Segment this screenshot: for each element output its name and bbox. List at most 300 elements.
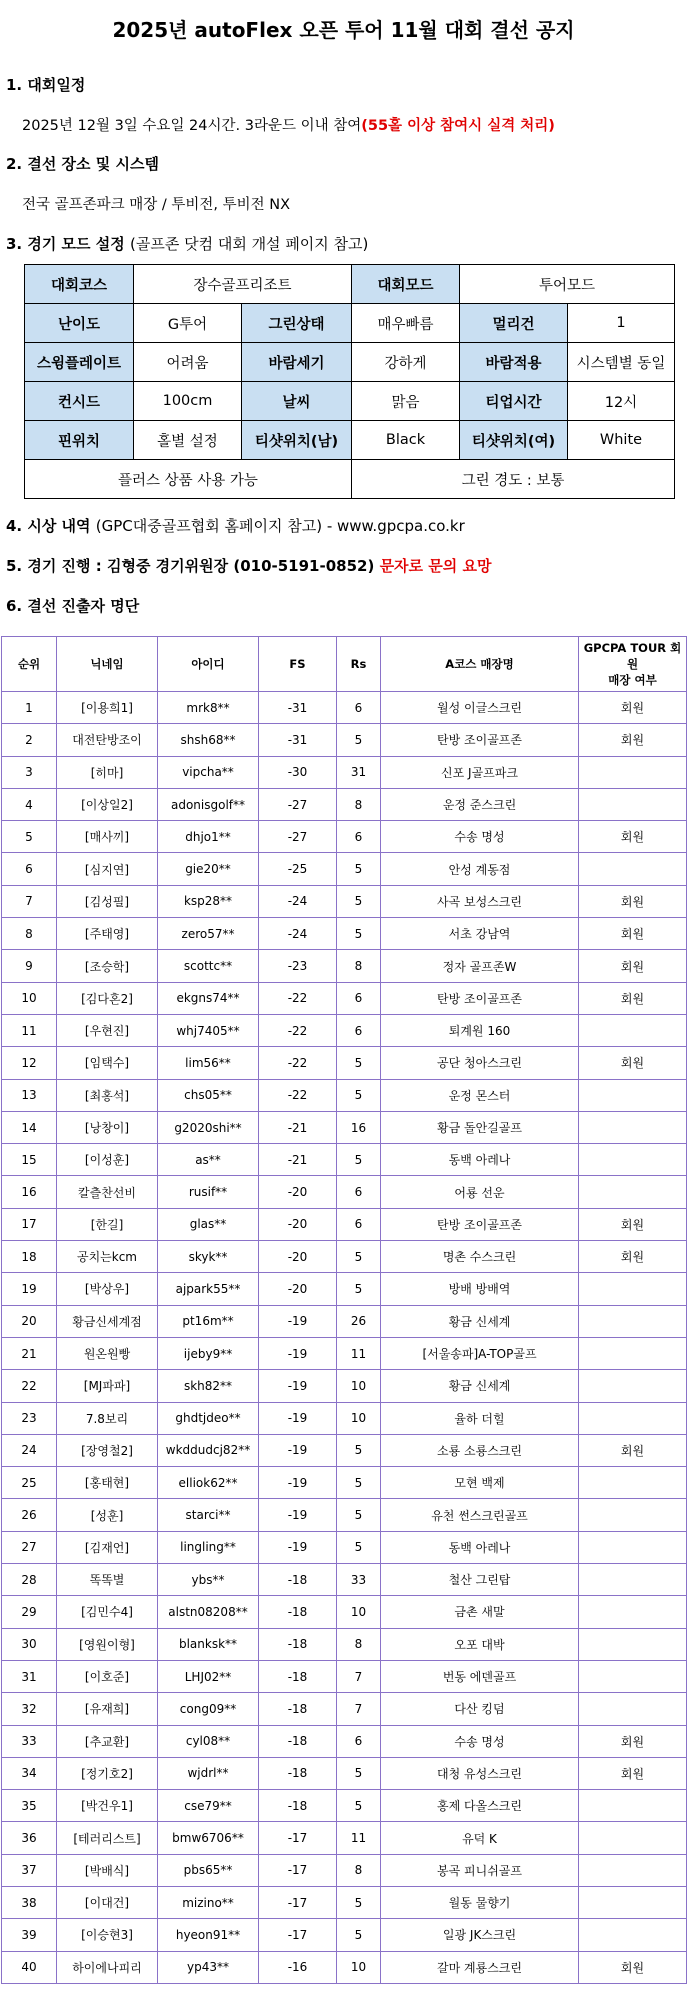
rank-cell: 11 — [2, 1014, 57, 1046]
id-cell: skh82** — [158, 1370, 259, 1402]
id-cell: cong09** — [158, 1693, 259, 1725]
member-cell — [579, 1499, 687, 1531]
fs-cell: -24 — [259, 885, 337, 917]
nickname-cell: [김민수4] — [57, 1596, 158, 1628]
member-cell: 회원 — [579, 885, 687, 917]
mulligan-value: 1 — [568, 304, 675, 343]
rs-cell: 5 — [337, 1434, 381, 1466]
weather-label: 날씨 — [242, 382, 352, 421]
disqualification-warning: (55홀 이상 참여시 실격 처리) — [361, 118, 555, 134]
store-cell: 공단 청아스크린 — [381, 1047, 579, 1079]
pin-value: 홀별 설정 — [134, 421, 242, 460]
rank-cell: 31 — [2, 1660, 57, 1692]
table-row — [2, 1014, 687, 1046]
rank-cell: 34 — [2, 1757, 57, 1789]
table-row — [2, 724, 687, 756]
fs-cell: -17 — [259, 1822, 337, 1854]
member-cell — [579, 1370, 687, 1402]
nickname-cell: [이대건] — [57, 1886, 158, 1918]
concede-value: 100cm — [134, 382, 242, 421]
fs-cell: -18 — [259, 1564, 337, 1596]
rank-cell: 16 — [2, 1176, 57, 1208]
table-row — [2, 1564, 687, 1596]
id-cell: ksp28** — [158, 885, 259, 917]
member-cell — [579, 1176, 687, 1208]
rs-cell: 8 — [337, 1854, 381, 1886]
id-cell: chs05** — [158, 1079, 259, 1111]
mode-label: 대회모드 — [352, 265, 460, 304]
nickname-cell: [유재희] — [57, 1693, 158, 1725]
rs-cell: 7 — [337, 1693, 381, 1725]
id-cell: scottc** — [158, 950, 259, 982]
store-cell: 운정 준스크린 — [381, 788, 579, 820]
nickname-cell: [최홍석] — [57, 1079, 158, 1111]
member-cell: 회원 — [579, 982, 687, 1014]
rs-cell: 5 — [337, 1790, 381, 1822]
rank-cell: 15 — [2, 1144, 57, 1176]
rank-cell: 22 — [2, 1370, 57, 1402]
member-cell — [579, 1790, 687, 1822]
id-cell: ghdtjdeo** — [158, 1402, 259, 1434]
nickname-cell: 공치는kcm — [57, 1241, 158, 1273]
settings-row — [25, 382, 675, 421]
store-cell: 서초 강남역 — [381, 918, 579, 950]
difficulty-value: G투어 — [134, 304, 242, 343]
nickname-cell: 똑똑별 — [57, 1564, 158, 1596]
store-cell: 일광 JK스크린 — [381, 1919, 579, 1951]
store-cell: 번동 에덴골프 — [381, 1660, 579, 1692]
nickname-cell: [한길] — [57, 1208, 158, 1240]
table-row — [2, 1725, 687, 1757]
member-cell: 회원 — [579, 1725, 687, 1757]
fs-cell: -21 — [259, 1111, 337, 1143]
rs-cell: 6 — [337, 1725, 381, 1757]
settings-row — [25, 343, 675, 382]
store-cell: 금촌 새말 — [381, 1596, 579, 1628]
nickname-cell: [이용희1] — [57, 692, 158, 724]
rs-cell: 5 — [337, 1757, 381, 1789]
section-finalists-heading: 6. 결선 진출자 명단 — [6, 597, 140, 615]
settings-row — [25, 304, 675, 343]
tee-male-value: Black — [352, 421, 460, 460]
store-cell: 운정 몬스터 — [381, 1079, 579, 1111]
id-cell: g2020shi** — [158, 1111, 259, 1143]
id-cell: mrk8** — [158, 692, 259, 724]
table-row — [2, 1144, 687, 1176]
nickname-cell: [히마] — [57, 756, 158, 788]
store-cell: 수송 명성 — [381, 1725, 579, 1757]
section-awards-heading: 4. 시상 내역 (GPC대중골프협회 홈페이지 참고) - www.gpcpa.co.kr — [6, 517, 465, 535]
table-row — [2, 1693, 687, 1725]
game-settings-table — [24, 264, 675, 499]
nickname-cell: [이승현3] — [57, 1919, 158, 1951]
teeoff-label: 티업시간 — [460, 382, 568, 421]
nickname-cell: [우현진] — [57, 1014, 158, 1046]
id-cell: zero57** — [158, 918, 259, 950]
store-cell: 수송 명성 — [381, 821, 579, 853]
member-cell — [579, 1919, 687, 1951]
nickname-cell: [박배식] — [57, 1854, 158, 1886]
table-row — [2, 1660, 687, 1692]
table-row — [2, 1337, 687, 1369]
fs-cell: -20 — [259, 1176, 337, 1208]
table-row — [2, 1596, 687, 1628]
nickname-cell: [김재언] — [57, 1531, 158, 1563]
id-cell: skyk** — [158, 1241, 259, 1273]
member-cell: 회원 — [579, 1241, 687, 1273]
finalists-table — [1, 636, 687, 1984]
table-row — [2, 1499, 687, 1531]
wind-value: 강하게 — [352, 343, 460, 382]
rank-cell: 29 — [2, 1596, 57, 1628]
fs-cell: -21 — [259, 1144, 337, 1176]
table-row — [2, 950, 687, 982]
rs-cell: 16 — [337, 1111, 381, 1143]
settings-row — [25, 421, 675, 460]
store-cell: 방배 방배역 — [381, 1273, 579, 1305]
rs-cell: 8 — [337, 1628, 381, 1660]
fs-cell: -24 — [259, 918, 337, 950]
rs-cell: 8 — [337, 788, 381, 820]
table-row — [2, 1790, 687, 1822]
rank-cell: 27 — [2, 1531, 57, 1563]
weather-value: 맑음 — [352, 382, 460, 421]
store-cell: 갈마 계룡스크린 — [381, 1951, 579, 1983]
tee-female-value: White — [568, 421, 675, 460]
table-row — [2, 1273, 687, 1305]
rs-cell: 5 — [337, 1273, 381, 1305]
table-row — [2, 692, 687, 724]
rank-cell: 25 — [2, 1467, 57, 1499]
nickname-cell: [추교환] — [57, 1725, 158, 1757]
id-cell: alstn08208** — [158, 1596, 259, 1628]
nickname-cell: 7.8보리 — [57, 1402, 158, 1434]
schedule-text — [22, 114, 555, 135]
fs-cell: -22 — [259, 982, 337, 1014]
mode-note: (골프존 닷컴 대회 개설 페이지 참고) — [129, 235, 369, 253]
rs-cell: 6 — [337, 1176, 381, 1208]
rank-cell: 21 — [2, 1337, 57, 1369]
store-cell: 월성 이글스크린 — [381, 692, 579, 724]
store-cell: 소룡 소룡스크린 — [381, 1434, 579, 1466]
rank-cell: 19 — [2, 1273, 57, 1305]
rs-cell: 6 — [337, 692, 381, 724]
table-row — [2, 1467, 687, 1499]
rank-cell: 7 — [2, 885, 57, 917]
fs-cell: -17 — [259, 1919, 337, 1951]
nickname-cell: [박상우] — [57, 1273, 158, 1305]
fs-cell: -31 — [259, 724, 337, 756]
pin-label: 핀위치 — [25, 421, 134, 460]
rs-cell: 5 — [337, 853, 381, 885]
rank-cell: 30 — [2, 1628, 57, 1660]
header-member: GPCPA TOUR 회원 매장 여부 — [579, 637, 687, 692]
id-cell: lim56** — [158, 1047, 259, 1079]
store-cell: 봉곡 피니쉬골프 — [381, 1854, 579, 1886]
store-cell: [서울송파]A-TOP골프 — [381, 1337, 579, 1369]
rs-cell: 6 — [337, 1208, 381, 1240]
settings-row — [25, 460, 675, 499]
member-cell — [579, 1273, 687, 1305]
store-cell: 탄방 조이골프존 — [381, 982, 579, 1014]
store-cell: 황금 신세계 — [381, 1305, 579, 1337]
rank-cell: 18 — [2, 1241, 57, 1273]
nickname-cell: [주태영] — [57, 918, 158, 950]
table-row — [2, 821, 687, 853]
header-id: 아이디 — [158, 637, 259, 692]
green-hardness-cell: 그린 경도 : 보통 — [352, 460, 675, 499]
fs-cell: -27 — [259, 821, 337, 853]
member-cell: 회원 — [579, 821, 687, 853]
rank-cell: 5 — [2, 821, 57, 853]
id-cell: ybs** — [158, 1564, 259, 1596]
store-cell: 사곡 보성스크린 — [381, 885, 579, 917]
id-cell: as** — [158, 1144, 259, 1176]
member-cell — [579, 1596, 687, 1628]
finalists-header-row — [2, 637, 687, 692]
fs-cell: -18 — [259, 1596, 337, 1628]
member-cell: 회원 — [579, 1047, 687, 1079]
store-cell: 탄방 조이골프존 — [381, 724, 579, 756]
id-cell: pt16m** — [158, 1305, 259, 1337]
member-cell: 회원 — [579, 1757, 687, 1789]
table-row — [2, 1208, 687, 1240]
nickname-cell: 하이에나피리 — [57, 1951, 158, 1983]
store-cell: 동백 아레나 — [381, 1144, 579, 1176]
rs-cell: 5 — [337, 1047, 381, 1079]
nickname-cell: [심지연] — [57, 853, 158, 885]
member-cell — [579, 1854, 687, 1886]
wind-label: 바람세기 — [242, 343, 352, 382]
table-row — [2, 1886, 687, 1918]
member-cell — [579, 1111, 687, 1143]
fs-cell: -19 — [259, 1402, 337, 1434]
fs-cell: -23 — [259, 950, 337, 982]
id-cell: glas** — [158, 1208, 259, 1240]
rank-cell: 13 — [2, 1079, 57, 1111]
member-cell: 회원 — [579, 692, 687, 724]
rs-cell: 10 — [337, 1596, 381, 1628]
fs-cell: -19 — [259, 1305, 337, 1337]
rank-cell: 33 — [2, 1725, 57, 1757]
id-cell: shsh68** — [158, 724, 259, 756]
rank-cell: 36 — [2, 1822, 57, 1854]
member-cell — [579, 1628, 687, 1660]
rs-cell: 11 — [337, 1822, 381, 1854]
table-row — [2, 1757, 687, 1789]
nickname-cell: 대전탄방조이 — [57, 724, 158, 756]
id-cell: lingling** — [158, 1531, 259, 1563]
fs-cell: -18 — [259, 1628, 337, 1660]
nickname-cell: [장영철2] — [57, 1434, 158, 1466]
table-row — [2, 918, 687, 950]
fs-cell: -19 — [259, 1499, 337, 1531]
id-cell: dhjo1** — [158, 821, 259, 853]
table-row — [2, 1628, 687, 1660]
store-cell: 율하 더힐 — [381, 1402, 579, 1434]
id-cell: cyl08** — [158, 1725, 259, 1757]
table-row — [2, 1370, 687, 1402]
store-cell: 안성 계동점 — [381, 853, 579, 885]
swingplate-value: 어려움 — [134, 343, 242, 382]
table-row — [2, 1241, 687, 1273]
id-cell: ajpark55** — [158, 1273, 259, 1305]
store-cell: 유천 썬스크린골프 — [381, 1499, 579, 1531]
member-cell: 회원 — [579, 918, 687, 950]
member-cell — [579, 1660, 687, 1692]
officials-note: 문자로 문의 요망 — [379, 557, 492, 575]
table-row — [2, 1305, 687, 1337]
fs-cell: -20 — [259, 1273, 337, 1305]
tee-male-label: 티샷위치(남) — [242, 421, 352, 460]
id-cell: gie20** — [158, 853, 259, 885]
member-cell — [579, 1014, 687, 1046]
table-row — [2, 1822, 687, 1854]
store-cell: 모현 백제 — [381, 1467, 579, 1499]
id-cell: hyeon91** — [158, 1919, 259, 1951]
rs-cell: 5 — [337, 724, 381, 756]
store-cell: 어룡 선운 — [381, 1176, 579, 1208]
id-cell: whj7405** — [158, 1014, 259, 1046]
finalists-body — [2, 692, 687, 1984]
id-cell: starci** — [158, 1499, 259, 1531]
table-row — [2, 1854, 687, 1886]
nickname-cell: [임택수] — [57, 1047, 158, 1079]
member-cell — [579, 1079, 687, 1111]
green-value: 매우빠름 — [352, 304, 460, 343]
store-cell: 신포 J골프파크 — [381, 756, 579, 788]
fs-cell: -17 — [259, 1886, 337, 1918]
id-cell: elliok62** — [158, 1467, 259, 1499]
member-cell — [579, 1822, 687, 1854]
rs-cell: 10 — [337, 1402, 381, 1434]
member-cell — [579, 1564, 687, 1596]
schedule-date: 2025년 12월 3일 수요일 24시간. 3라운드 이내 참여 — [22, 118, 362, 134]
section-officials-heading: 5. 경기 진행 : 김형중 경기위원장 (010-5191-0852) 문자로 문의 요망 — [6, 557, 492, 575]
page-title: 2025년 autoFlex 오픈 투어 11월 대회 결선 공지 — [112, 18, 575, 42]
nickname-cell: [정기호2] — [57, 1757, 158, 1789]
concede-label: 컨시드 — [25, 382, 134, 421]
nickname-cell: [매사끼] — [57, 821, 158, 853]
store-cell: 동백 아레나 — [381, 1531, 579, 1563]
venue-text: 전국 골프존파크 매장 / 투비전, 투비전 NX — [22, 197, 291, 213]
rs-cell: 6 — [337, 982, 381, 1014]
green-label: 그린상태 — [242, 304, 352, 343]
nickname-cell: [조승학] — [57, 950, 158, 982]
table-row — [2, 885, 687, 917]
rs-cell: 5 — [337, 1499, 381, 1531]
store-cell: 명촌 수스크린 — [381, 1241, 579, 1273]
table-row — [2, 1079, 687, 1111]
store-cell: 철산 그린탑 — [381, 1564, 579, 1596]
course-label: 대회코스 — [25, 265, 134, 304]
table-row — [2, 1176, 687, 1208]
store-cell: 오포 대박 — [381, 1628, 579, 1660]
store-cell: 황금 신세계 — [381, 1370, 579, 1402]
rs-cell: 5 — [337, 1079, 381, 1111]
table-row — [2, 1951, 687, 1983]
store-cell: 퇴계원 160 — [381, 1014, 579, 1046]
fs-cell: -19 — [259, 1370, 337, 1402]
table-row — [2, 1531, 687, 1563]
rank-cell: 12 — [2, 1047, 57, 1079]
rank-cell: 17 — [2, 1208, 57, 1240]
fs-cell: -18 — [259, 1790, 337, 1822]
nickname-cell: [성훈] — [57, 1499, 158, 1531]
rs-cell: 5 — [337, 1886, 381, 1918]
rs-cell: 5 — [337, 1467, 381, 1499]
fs-cell: -18 — [259, 1660, 337, 1692]
member-cell — [579, 756, 687, 788]
rank-cell: 24 — [2, 1434, 57, 1466]
table-row — [2, 982, 687, 1014]
rs-cell: 10 — [337, 1370, 381, 1402]
id-cell: LHJ02** — [158, 1660, 259, 1692]
fs-cell: -22 — [259, 1079, 337, 1111]
rank-cell: 28 — [2, 1564, 57, 1596]
table-row — [2, 853, 687, 885]
member-cell — [579, 1402, 687, 1434]
table-row — [2, 1047, 687, 1079]
rank-cell: 3 — [2, 756, 57, 788]
header-nickname: 닉네임 — [57, 637, 158, 692]
id-cell: yp43** — [158, 1951, 259, 1983]
swingplate-label: 스윙플레이트 — [25, 343, 134, 382]
nickname-cell: [김다혼2] — [57, 982, 158, 1014]
rank-cell: 39 — [2, 1919, 57, 1951]
id-cell: pbs65** — [158, 1854, 259, 1886]
rs-cell: 6 — [337, 1014, 381, 1046]
header-fs: FS — [259, 637, 337, 692]
awards-text: (GPC대중골프협회 홈페이지 참고) - www.gpcpa.co.kr — [95, 517, 465, 535]
rank-cell: 6 — [2, 853, 57, 885]
id-cell: blanksk** — [158, 1628, 259, 1660]
nickname-cell: [이성훈] — [57, 1144, 158, 1176]
nickname-cell: [테러리스트] — [57, 1822, 158, 1854]
store-cell: 월동 물향기 — [381, 1886, 579, 1918]
member-cell — [579, 1531, 687, 1563]
rank-cell: 26 — [2, 1499, 57, 1531]
section-mode-heading: 3. 경기 모드 설정 (골프존 닷컴 대회 개설 페이지 참고) — [6, 235, 369, 253]
id-cell: adonisgolf** — [158, 788, 259, 820]
store-cell: 탄방 조이골프존 — [381, 1208, 579, 1240]
header-rank: 순위 — [2, 637, 57, 692]
fs-cell: -19 — [259, 1531, 337, 1563]
member-cell — [579, 1144, 687, 1176]
fs-cell: -18 — [259, 1725, 337, 1757]
member-cell — [579, 1886, 687, 1918]
rs-cell: 5 — [337, 1144, 381, 1176]
rank-cell: 8 — [2, 918, 57, 950]
fs-cell: -25 — [259, 853, 337, 885]
fs-cell: -31 — [259, 692, 337, 724]
fs-cell: -22 — [259, 1047, 337, 1079]
table-row — [2, 788, 687, 820]
member-cell: 회원 — [579, 1208, 687, 1240]
rs-cell: 33 — [337, 1564, 381, 1596]
difficulty-label: 난이도 — [25, 304, 134, 343]
course-value: 장수골프리조트 — [134, 265, 352, 304]
table-row — [2, 1919, 687, 1951]
rank-cell: 35 — [2, 1790, 57, 1822]
fs-cell: -19 — [259, 1467, 337, 1499]
rank-cell: 23 — [2, 1402, 57, 1434]
rs-cell: 10 — [337, 1951, 381, 1983]
id-cell: ijeby9** — [158, 1337, 259, 1369]
header-rs: Rs — [337, 637, 381, 692]
member-cell — [579, 853, 687, 885]
nickname-cell: [이상일2] — [57, 788, 158, 820]
